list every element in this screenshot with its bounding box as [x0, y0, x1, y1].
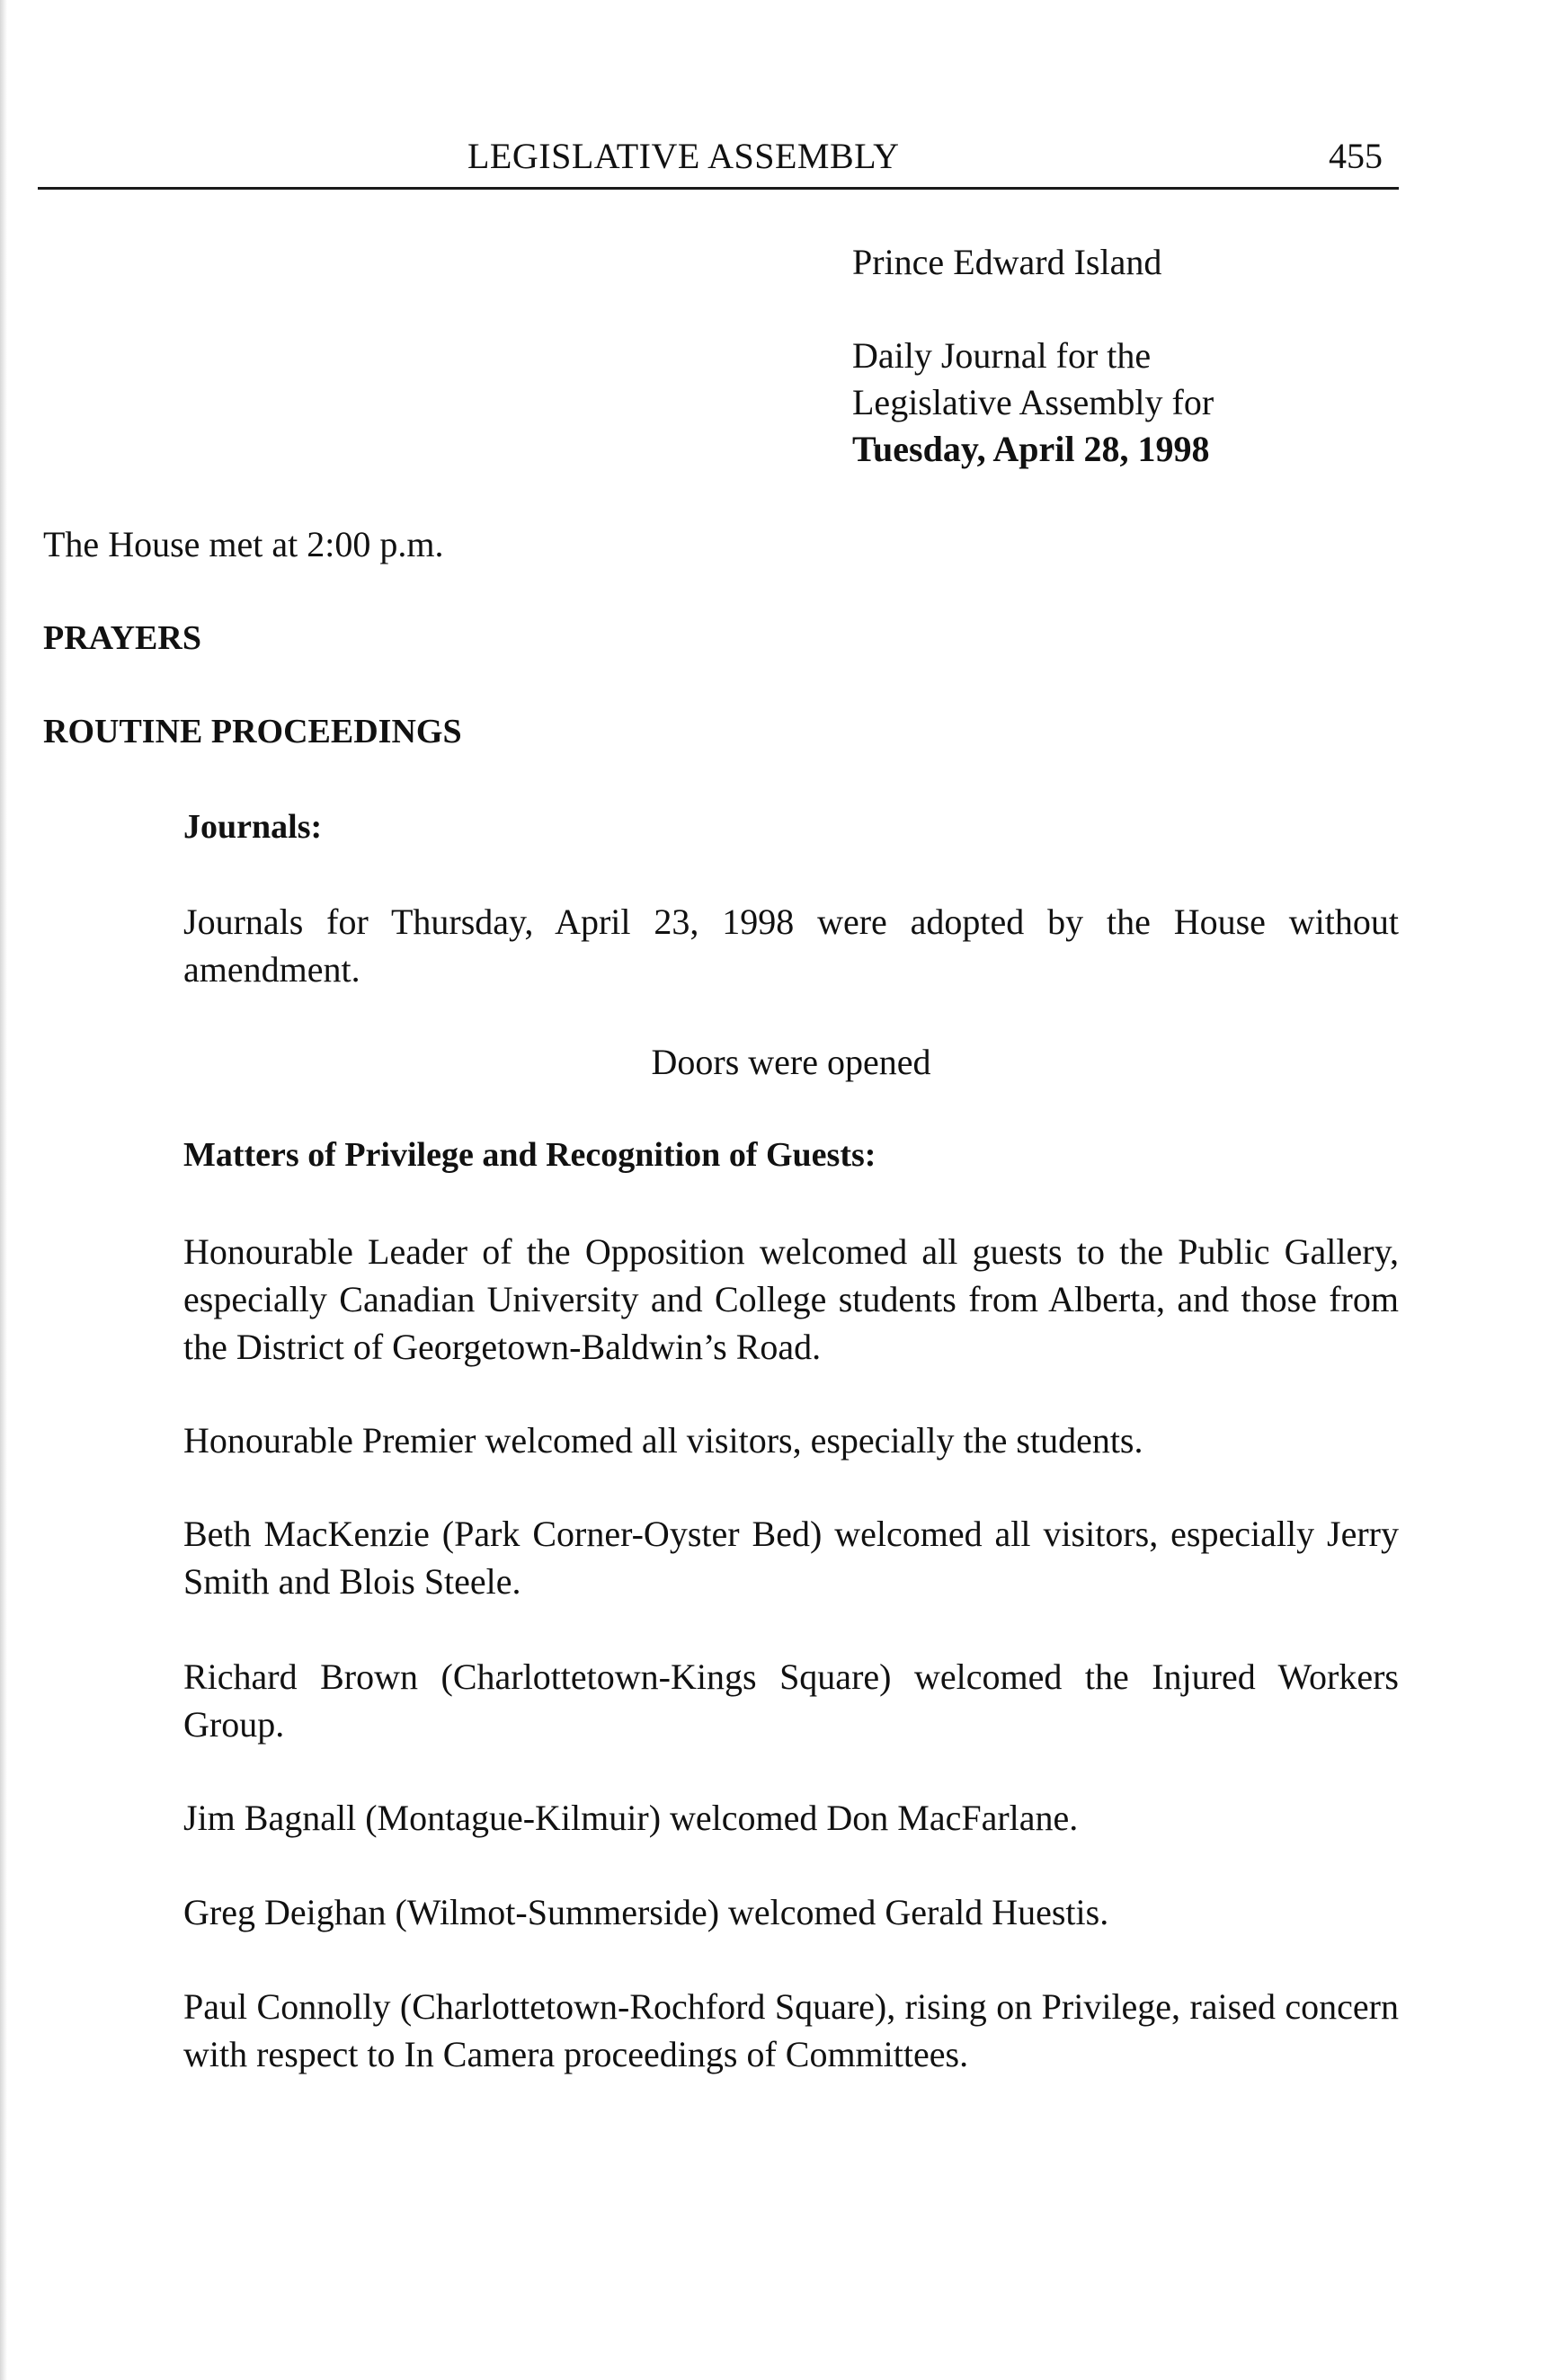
journal-date: Tuesday, April 28, 1998 — [852, 429, 1210, 469]
running-header-title: LEGISLATIVE ASSEMBLY — [467, 136, 900, 176]
doors-opened: Doors were opened — [651, 1042, 931, 1082]
prayers-heading: PRAYERS — [43, 619, 201, 657]
privilege-entry: Beth MacKenzie (Park Corner-Oyster Bed) welcomed all visitors, especially Jerry Smith and Blois Steele. — [183, 1514, 1399, 1602]
privilege-entry: Honourable Leader of the Opposition welcomed all guests to the Public Gallery, especially Canadian University and College students from Alberta, and those from the District of Georgetown-Baldwin’s Road. — [183, 1231, 1399, 1367]
privilege-entry: Honourable Premier welcomed all visitors, especially the students. — [183, 1420, 1143, 1461]
privilege-heading: Matters of Privilege and Recognition of Guests: — [183, 1136, 876, 1174]
journals-text: Journals for Thursday, April 23, 1998 were adopted by the House without amendment. — [183, 901, 1399, 990]
privilege-entry: Paul Connolly (Charlottetown-Rochford Square), rising on Privilege, raised concern with respect to In Camera proceedings of Committees. — [183, 1986, 1399, 2074]
journals-heading: Journals: — [183, 808, 323, 846]
page-edge-shadow — [0, 0, 7, 2380]
privilege-entry: Greg Deighan (Wilmot-Summerside) welcomed Gerald Huestis. — [183, 1892, 1109, 1932]
province-name: Prince Edward Island — [852, 242, 1162, 282]
privilege-entry: Richard Brown (Charlottetown-Kings Square) welcomed the Injured Workers Group. — [183, 1656, 1399, 1745]
header-rule — [38, 187, 1399, 190]
opening-statement: The House met at 2:00 p.m. — [43, 524, 444, 564]
journal-title-line1: Daily Journal for the — [852, 335, 1152, 376]
routine-proceedings-heading: ROUTINE PROCEEDINGS — [43, 713, 462, 750]
journal-title-line2: Legislative Assembly for — [852, 382, 1214, 422]
page-number: 455 — [1329, 136, 1383, 176]
privilege-entry: Jim Bagnall (Montague-Kilmuir) welcomed Don MacFarlane. — [183, 1798, 1079, 1838]
